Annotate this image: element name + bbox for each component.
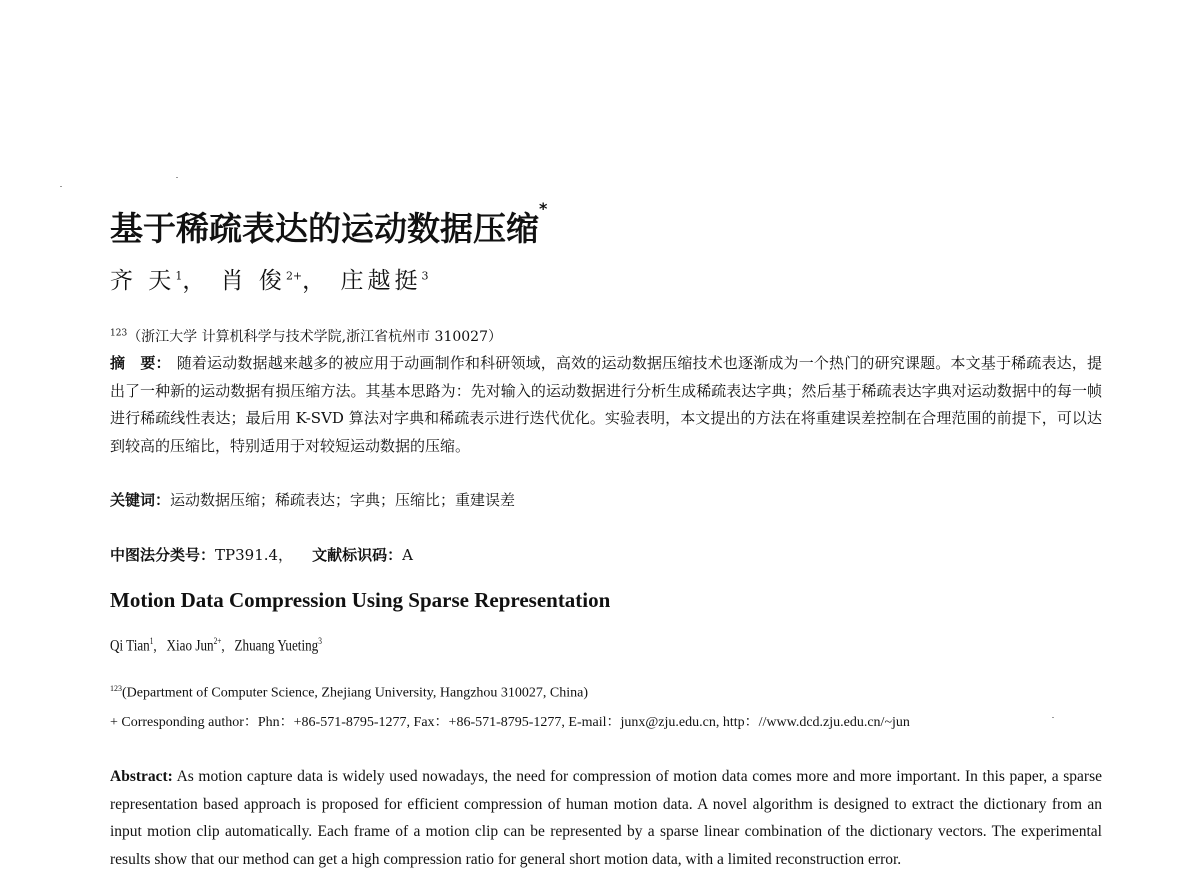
corresponding-author: + Corresponding author：Phn：+86-571-8795-1277, Fax：+86-571-8795-1277, E-mail：junx@zju.edu.cn, http：//www.dcd.zju.edu.cn/~jun (110, 715, 910, 730)
affiliation-cn: $^{123}$（浙江大学 计算机科学与技术学院,浙江省杭州市 310027） (110, 328, 502, 345)
author-en: Qi Tian (110, 637, 150, 655)
author-cn: 肖 俊 (220, 268, 286, 294)
authors-en: Qi Tian$^1$, Xiao Jun$^{2+}$, Zhuang Yueting$^3$ (110, 636, 322, 655)
footnote-mark: * (539, 199, 548, 218)
abstract-en-label: Abstract: (110, 768, 173, 785)
author-en: Xiao Jun (166, 637, 214, 655)
author-cn: 齐 天 (110, 268, 176, 294)
abstract-cn (110, 350, 1102, 460)
author-en: Zhuang Yueting (234, 637, 319, 655)
scan-speck (176, 177, 178, 178)
abstract-en (110, 763, 1102, 873)
scan-speck (1052, 717, 1054, 718)
affiliation-en: $^{123}$(Department of Computer Science, Zhejiang University, Hangzhou 310027, China) (110, 684, 589, 701)
authors-cn: 齐 天$^1$， 肖 俊$^{2+}$， 庄越挺$^3$ (110, 268, 429, 294)
author-cn: 庄越挺 (340, 268, 422, 294)
abstract-cn-text: 随着运动数据越来越多的被应用于动画制作和科研领域，高效的运动数据压缩技术也逐渐成为一个热门的研究课题。本文基于稀疏表达，提出了一种新的运动数据有损压缩方法。其基本思路为：先对输入的运动数据进行分析生成稀疏表达字典；然后基于稀疏表达字典对运动数据中的每一帧进行稀疏线性表达；最后用 K-SVD 算法对字典和稀疏表示进行迭代优化。实验表明，本文提出的方法在将重建误差控制在合理范围的前提下，可以达到较高的压缩比，特别适用于对较短运动数据的压缩。 (110, 354, 1102, 455)
paper-title-cn: 基于稀疏表达的运动数据压缩* (110, 199, 548, 248)
scan-speck (60, 186, 62, 187)
paper-title-en: Motion Data Compression Using Sparse Representation (110, 588, 611, 612)
keywords-cn: 关键词：运动数据压缩；稀疏表达；字典；压缩比；重建误差 (110, 491, 516, 509)
abstract-cn-label: 摘 要： (110, 354, 171, 372)
classification-line: 中图法分类号：TP391.4， 文献标识码：A (110, 546, 413, 564)
abstract-en-text: As motion capture data is widely used nowadays, the need for compression of motion data comes more and more important. In this paper, a sparse representation based approach is proposed for efficient compression of human motion data. A novel algorithm is designed to extract the dictionary from an input motion clip automatically. Each frame of a motion clip can be represented by a sparse linear combination of the dictionary vectors. The experimental results show that our method can get a high compression ratio for general short motion data, with a limited reconstruction error. (110, 768, 1102, 868)
